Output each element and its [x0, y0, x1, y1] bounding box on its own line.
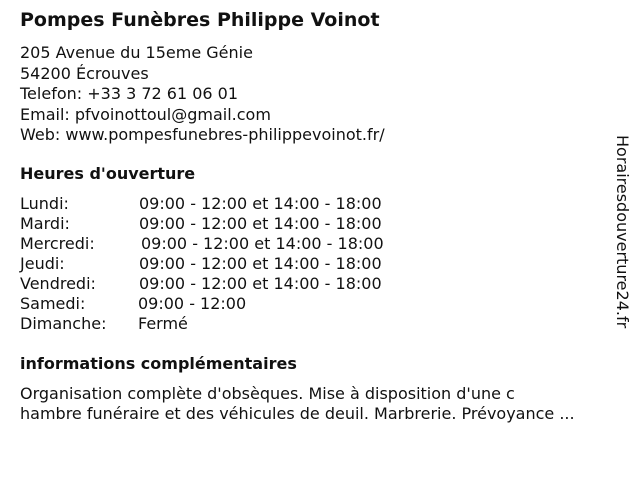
- day-label: Vendredi:: [20, 274, 96, 293]
- business-name: Pompes Funèbres Philippe Voinot: [20, 9, 380, 31]
- watermark-text: Horairesdouverture24.fr: [613, 135, 632, 329]
- time-value: 09:00 - 12:00 et 14:00 - 18:00: [139, 274, 382, 293]
- time-value: Fermé: [138, 314, 188, 333]
- phone: Telefon: +33 3 72 61 06 01: [20, 84, 239, 103]
- day-label: Mardi:: [20, 214, 70, 233]
- day-label: Jeudi:: [20, 254, 65, 273]
- day-label: Lundi:: [20, 194, 69, 213]
- contact-block: [20, 43, 385, 146]
- day-label: Dimanche:: [20, 314, 107, 333]
- info-heading: informations complémentaires: [20, 354, 297, 373]
- website: Web: www.pompesfunebres-philippevoinot.fr/: [20, 125, 385, 144]
- time-value: 09:00 - 12:00: [138, 294, 247, 313]
- address-line-1: 205 Avenue du 15eme Génie: [20, 43, 253, 62]
- day-label: Samedi:: [20, 294, 86, 313]
- time-value: 09:00 - 12:00 et 14:00 - 18:00: [139, 214, 382, 233]
- info-line-1: Organisation complète d'obsèques. Mise à disposition d'une c: [20, 384, 515, 403]
- email: Email: pfvoinottoul@gmail.com: [20, 104, 271, 124]
- hours-heading: Heures d'ouverture: [20, 164, 196, 183]
- time-value: 09:00 - 12:00 et 14:00 - 18:00: [139, 254, 382, 273]
- day-label: Mercredi:: [20, 234, 95, 253]
- time-value: 09:00 - 12:00 et 14:00 - 18:00: [139, 194, 382, 213]
- time-value: 09:00 - 12:00 et 14:00 - 18:00: [141, 234, 384, 253]
- address-line-2: 54200 Écrouves: [20, 63, 149, 83]
- info-description: [20, 384, 575, 424]
- info-line-2: hambre funéraire et des véhicules de deuil. Marbrerie. Prévoyance ...: [20, 404, 575, 423]
